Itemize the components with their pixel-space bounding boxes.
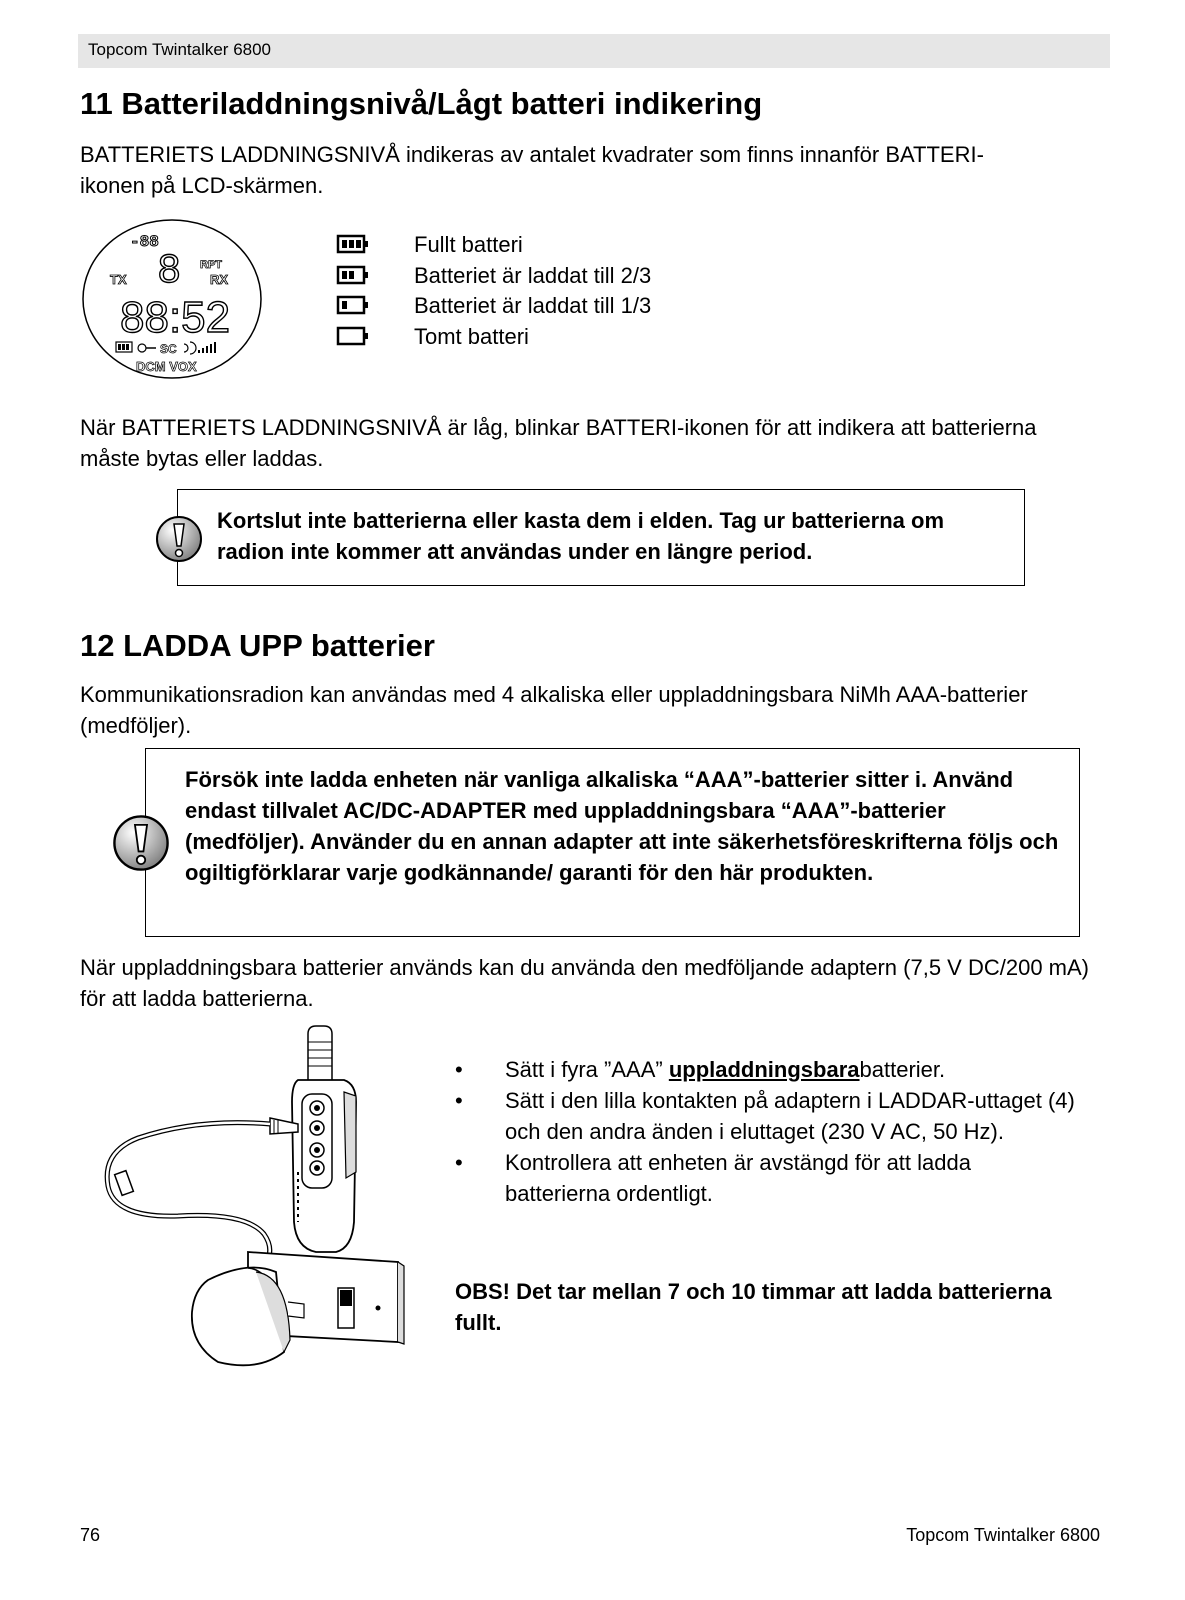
warning-text-1: Kortslut inte batterierna eller kasta dem i elden. Tag ur batterierna om radion inte kommer att användas under en längre period. <box>217 508 945 564</box>
header-title: Topcom Twintalker 6800 <box>88 40 272 59</box>
page-number: 76 <box>80 1525 101 1545</box>
battery-full-icon <box>336 234 370 254</box>
section-11-intro: BATTERIETS LADDNINGSNIVÅ indikeras av antalet kvadrater som finns innanför BATTERI-ikonen på LCD-skärmen. <box>80 142 984 198</box>
obs-note: OBS! Det tar mellan 7 och 10 timmar att ladda batterierna fullt. <box>455 1279 1052 1335</box>
battery-one-third-icon <box>336 295 370 315</box>
legend-label: Tomt batteri <box>414 324 529 349</box>
section-12-heading: 12 LADDA UPP batterier <box>80 628 435 663</box>
bullet-3-text: Kontrollera att enheten är avstängd för att ladda batterierna ordentligt. <box>505 1150 971 1206</box>
footer-title: Topcom Twintalker 6800 <box>906 1525 1100 1545</box>
list-item <box>455 1054 1075 1085</box>
radio-charger-illustration <box>98 1022 408 1372</box>
charging-steps-list <box>455 1054 1075 1209</box>
adapter-text: När uppladdningsbara batterier används kan du använda den medföljande adaptern (7,5 V DC/200 mA) för att ladda batterierna. <box>80 955 1089 1011</box>
lcd-dcm-vox: DCM VOX <box>136 359 197 374</box>
lcd-channel: 8 <box>158 247 181 291</box>
list-item <box>455 1147 1075 1209</box>
legend-label: Fullt batteri <box>414 232 523 257</box>
bullet-2-text: Sätt i den lilla kontakten på adaptern i LADDAR-uttaget (4) och den andra änden i eluttaget (230 V AC, 50 Hz). <box>505 1088 1075 1144</box>
lcd-rx: RX <box>210 272 229 287</box>
bullet-icon: • <box>455 1088 463 1113</box>
section-11-heading: 11 Batteriladdningsnivå/Lågt batteri indikering <box>80 86 763 121</box>
warning-exclamation-icon <box>155 515 203 563</box>
warning-exclamation-icon <box>112 814 170 872</box>
battery-empty-icon <box>336 326 370 346</box>
list-item <box>455 1085 1075 1147</box>
warning-text-2: Försök inte ladda enheten när vanliga alkaliska “AAA”-batterier sitter i. Använd endast tillvalet AC/DC-ADAPTER med uppladdningsbara “AAA”-batterier (medföljer). Använder du en annan adapter att inte säkerhetsföreskrifterna följs och ogiltigförklarar varje godkännande/ garanti för den här produkten. <box>185 767 1059 885</box>
legend-label: Batteriet är laddat till 2/3 <box>414 263 652 288</box>
bullet-icon: • <box>455 1057 463 1082</box>
low-battery-text: När BATTERIETS LADDNINGSNIVÅ är låg, blinkar BATTERI-ikonen för att indikera att batterierna måste bytas eller laddas. <box>80 415 1037 471</box>
bullet-1-bold: uppladdningsbara <box>668 1057 860 1082</box>
bullet-1-post: batterier. <box>859 1057 946 1082</box>
lcd-display-illustration <box>80 216 265 381</box>
lcd-time: 88:52 <box>120 293 231 342</box>
bullet-icon: • <box>455 1150 463 1175</box>
lcd-rpt: RPT <box>200 259 222 271</box>
lcd-sc: SC <box>160 342 177 356</box>
bullet-1-pre: Sätt i fyra ”AAA” <box>505 1057 669 1082</box>
svg-text:-88: -88 <box>130 233 159 251</box>
lcd-tx: TX <box>110 272 127 287</box>
battery-two-thirds-icon <box>336 265 370 285</box>
section-12-intro: Kommunikationsradion kan användas med 4 alkaliska eller uppladdningsbara NiMh AAA-batterier (medföljer). <box>80 682 1028 738</box>
legend-label: Batteriet är laddat till 1/3 <box>414 293 652 318</box>
